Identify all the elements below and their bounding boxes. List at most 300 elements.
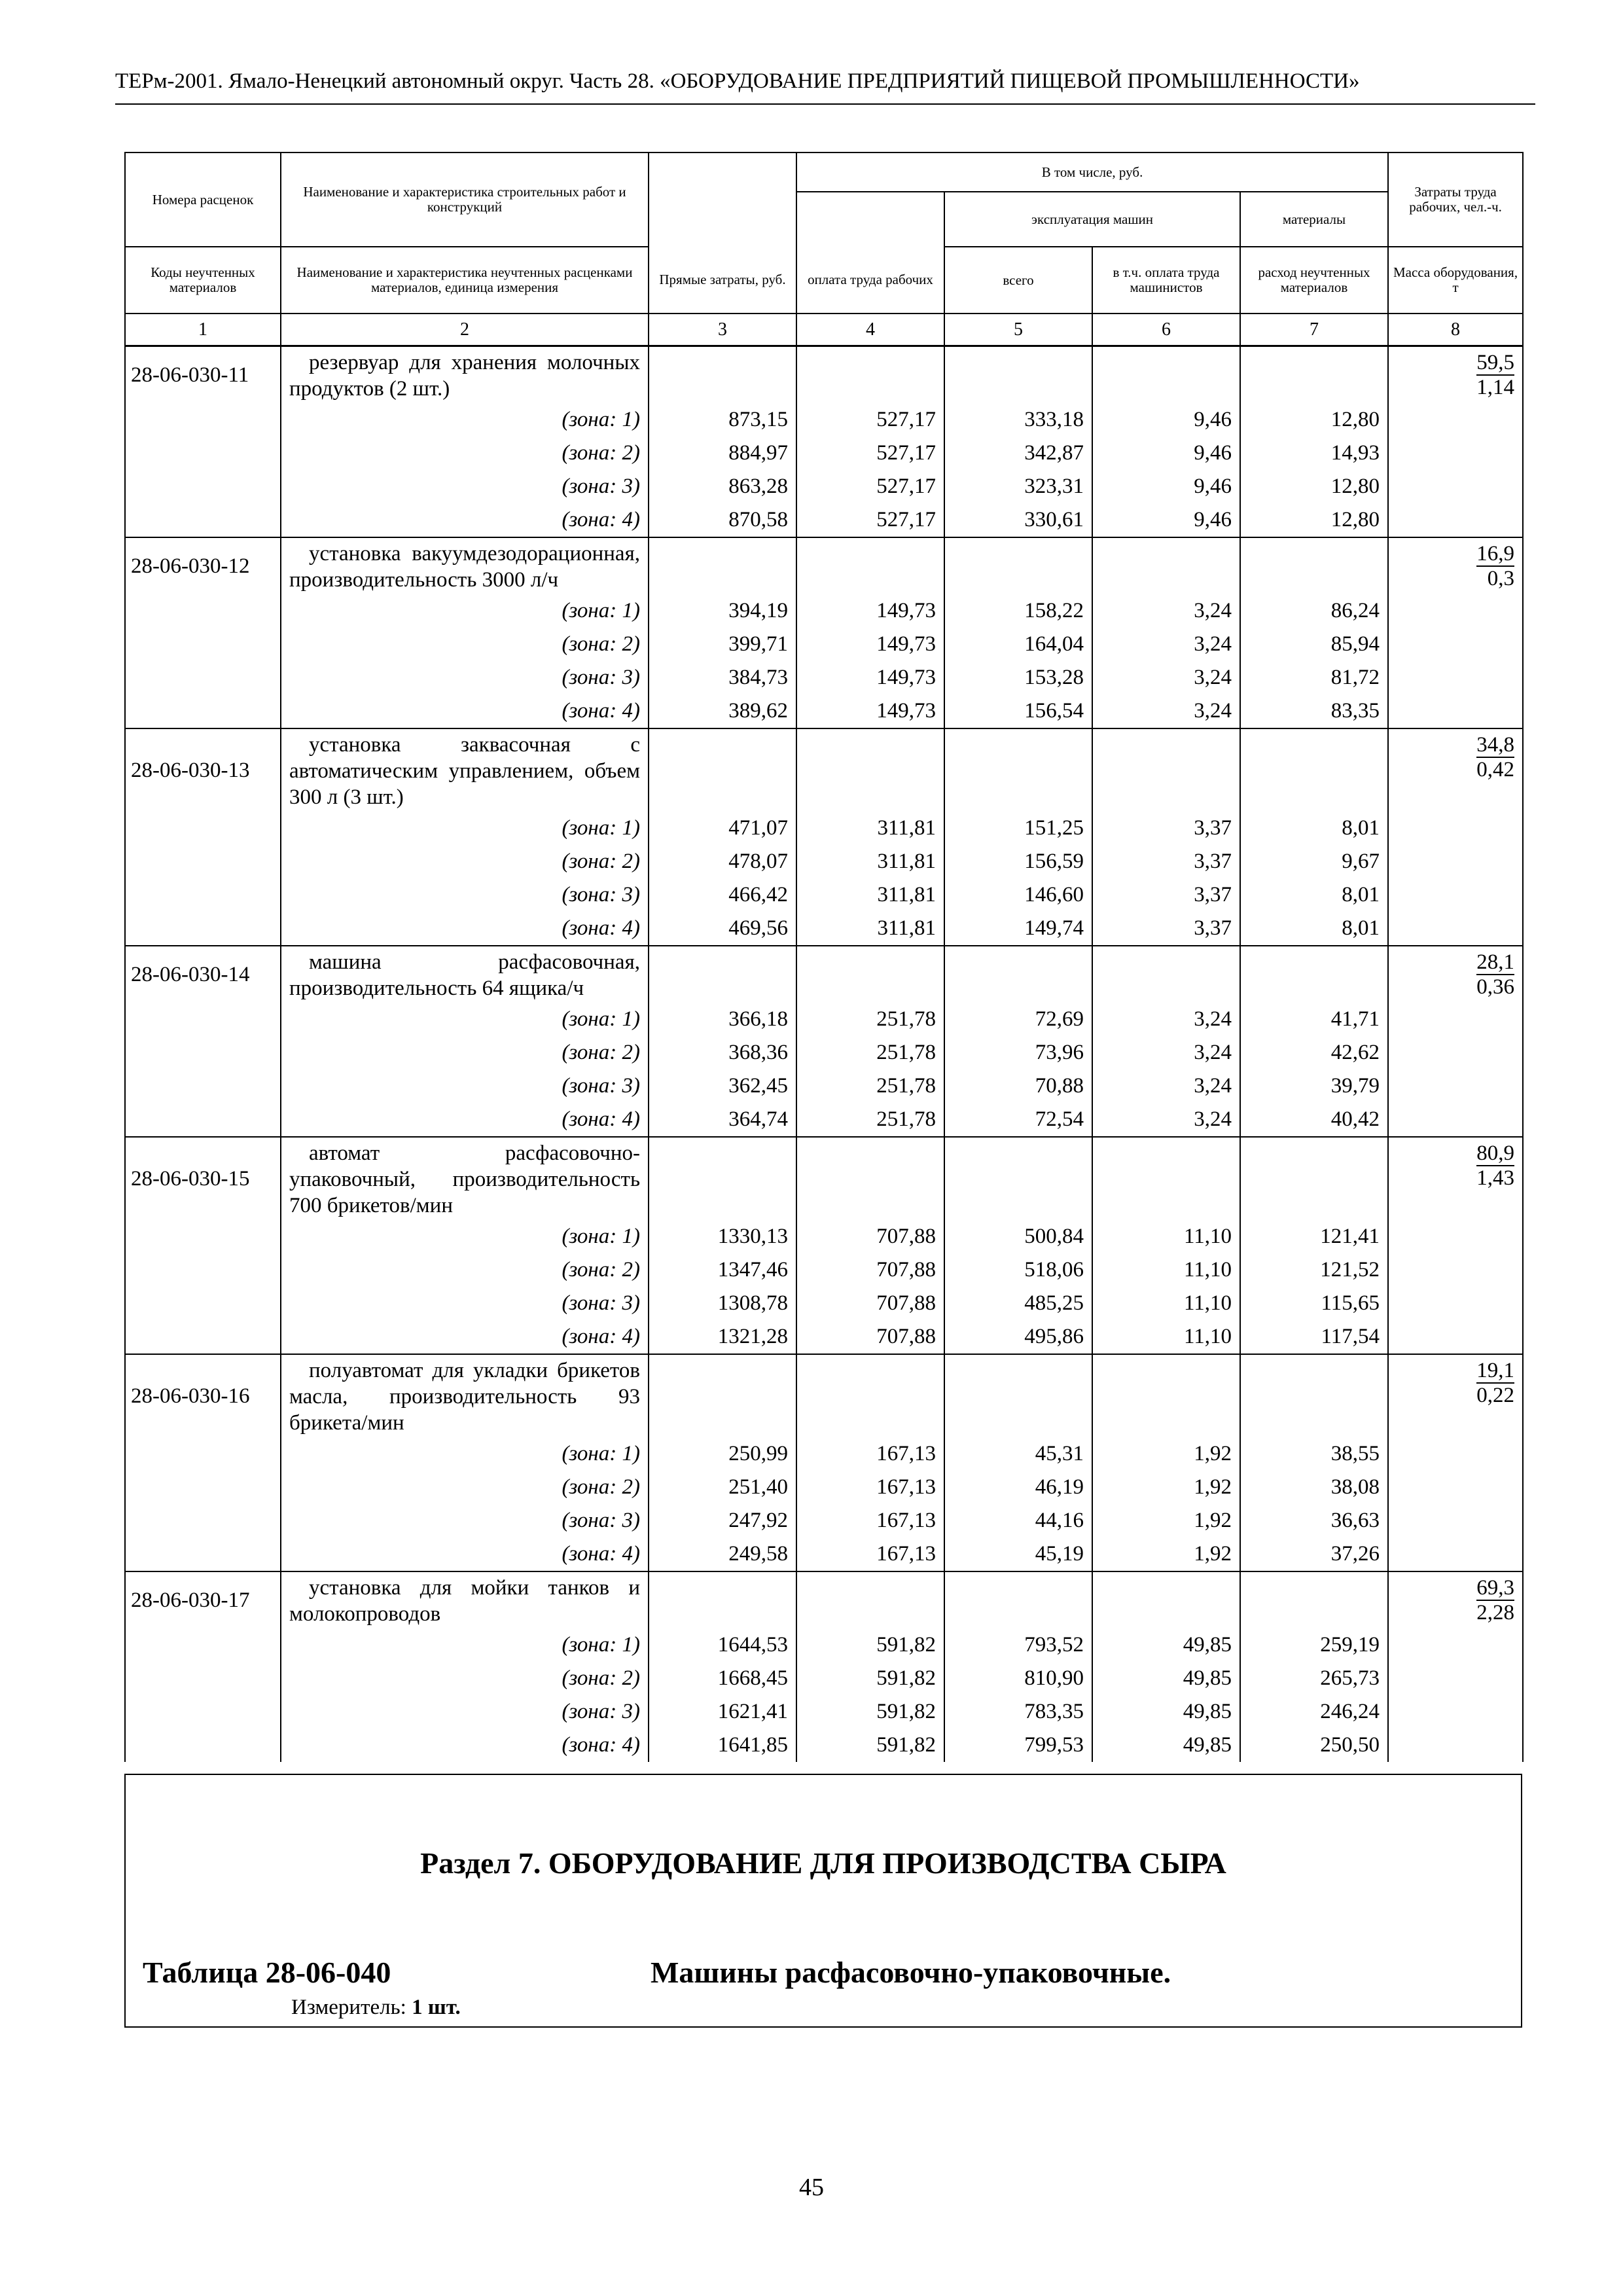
materials-cost: 40,42	[1240, 1103, 1388, 1137]
empty-cell	[1388, 1003, 1523, 1036]
empty-cell	[1240, 946, 1388, 1003]
empty-cell	[125, 1437, 281, 1471]
empty-cell	[944, 728, 1092, 812]
empty-cell	[1092, 346, 1240, 404]
labor-mass-fraction	[1476, 351, 1514, 399]
empty-cell	[796, 346, 944, 404]
measure-unit	[291, 1996, 461, 2020]
rate-code: 28-06-030-16	[125, 1354, 281, 1437]
col6-header: в т.ч. оплата труда машинистов	[1092, 247, 1240, 314]
empty-cell	[125, 437, 281, 470]
labor-mass-cell	[1388, 946, 1523, 1003]
empty-cell	[125, 1220, 281, 1253]
direct-cost: 873,15	[649, 403, 796, 437]
direct-cost: 1347,46	[649, 1253, 796, 1287]
machine-cost: 156,54	[944, 694, 1092, 728]
empty-cell	[1388, 503, 1523, 537]
zone-row	[125, 1695, 1523, 1729]
machine-cost: 793,52	[944, 1628, 1092, 1662]
materials-cost: 8,01	[1240, 878, 1388, 912]
rate-code: 28-06-030-15	[125, 1137, 281, 1220]
machinist-wage: 3,24	[1092, 1003, 1240, 1036]
direct-cost: 1641,85	[649, 1729, 796, 1762]
materials-cost: 121,52	[1240, 1253, 1388, 1287]
machinist-wage: 3,24	[1092, 628, 1240, 661]
zone-row	[125, 1729, 1523, 1762]
empty-cell	[1388, 1628, 1523, 1662]
empty-cell	[944, 346, 1092, 404]
zone-row	[125, 1537, 1523, 1571]
equipment-mass: 0,22	[1476, 1384, 1515, 1407]
empty-cell	[125, 661, 281, 694]
zone-label: (зона: 2)	[281, 1471, 649, 1504]
zone-row	[125, 1662, 1523, 1695]
col2-sub-header: Наименование и характеристика неучтенных расценками материалов, единица измерения	[281, 247, 649, 314]
labor-cost: 34,8	[1476, 733, 1515, 757]
zone-row	[125, 1220, 1523, 1253]
materials-cost: 83,35	[1240, 694, 1388, 728]
empty-cell	[649, 1354, 796, 1437]
materials-cost: 38,08	[1240, 1471, 1388, 1504]
page-number: 45	[799, 2174, 824, 2201]
work-description: полуавтомат для укладки брикетов масла, производительность 93 брикета/мин	[281, 1354, 649, 1437]
zone-row	[125, 878, 1523, 912]
materials-header: материалы	[1240, 192, 1388, 247]
materials-cost: 117,54	[1240, 1320, 1388, 1354]
labor-cost: 59,5	[1476, 351, 1515, 374]
direct-cost: 1668,45	[649, 1662, 796, 1695]
page-header-title: ТЕРм-2001. Ямало-Ненецкий автономный округ. Часть 28. «ОБОРУДОВАНИЕ ПРЕДПРИЯТИЙ ПИЩЕВОЙ ПРОМЫШЛЕННОСТИ»	[115, 69, 1360, 93]
empty-cell	[1388, 1437, 1523, 1471]
machinist-wage: 1,92	[1092, 1437, 1240, 1471]
worker-wage: 527,17	[796, 437, 944, 470]
worker-wage: 591,82	[796, 1628, 944, 1662]
empty-cell	[649, 1571, 796, 1628]
empty-cell	[1388, 878, 1523, 912]
rate-code: 28-06-030-11	[125, 346, 281, 404]
rate-code: 28-06-030-12	[125, 537, 281, 594]
materials-cost: 42,62	[1240, 1036, 1388, 1069]
materials-cost: 121,41	[1240, 1220, 1388, 1253]
labor-mass-fraction	[1476, 1141, 1514, 1190]
empty-cell	[944, 946, 1092, 1003]
machinist-wage: 3,24	[1092, 661, 1240, 694]
machine-cost: 73,96	[944, 1036, 1092, 1069]
empty-cell	[125, 878, 281, 912]
incl-header: В том числе, руб.	[796, 152, 1388, 192]
empty-cell	[125, 1662, 281, 1695]
materials-cost: 8,01	[1240, 912, 1388, 946]
worker-wage: 149,73	[796, 694, 944, 728]
materials-cost: 38,55	[1240, 1437, 1388, 1471]
worker-wage: 707,88	[796, 1287, 944, 1320]
direct-cost: 247,92	[649, 1504, 796, 1537]
rate-code: 28-06-030-17	[125, 1571, 281, 1628]
direct-cost: 394,19	[649, 594, 796, 628]
col1-sub-header: Коды неучтенных материалов	[125, 247, 281, 314]
materials-cost: 115,65	[1240, 1287, 1388, 1320]
machinist-wage: 1,92	[1092, 1537, 1240, 1571]
labor-mass-fraction	[1476, 733, 1514, 781]
work-description: машина расфасовочная, производительность 64 ящика/ч	[281, 946, 649, 1003]
machinist-wage: 9,46	[1092, 437, 1240, 470]
direct-cost: 368,36	[649, 1036, 796, 1069]
zone-label: (зона: 1)	[281, 1437, 649, 1471]
empty-cell	[1092, 728, 1240, 812]
zone-label: (зона: 3)	[281, 661, 649, 694]
col-number: 6	[1092, 314, 1240, 346]
machinist-wage: 49,85	[1092, 1729, 1240, 1762]
labor-mass-fraction	[1476, 542, 1514, 590]
empty-cell	[796, 728, 944, 812]
labor-mass-cell	[1388, 1354, 1523, 1437]
machinist-wage: 1,92	[1092, 1471, 1240, 1504]
machine-cost: 156,59	[944, 845, 1092, 878]
machine-cost: 72,69	[944, 1003, 1092, 1036]
zone-label: (зона: 2)	[281, 1662, 649, 1695]
empty-cell	[125, 1729, 281, 1762]
direct-cost: 863,28	[649, 470, 796, 503]
table-row	[125, 1354, 1523, 1437]
empty-cell	[1388, 1537, 1523, 1571]
empty-cell	[125, 912, 281, 946]
machinist-wage: 3,24	[1092, 1103, 1240, 1137]
labor-mass-cell	[1388, 346, 1523, 404]
direct-cost: 249,58	[649, 1537, 796, 1571]
zone-row	[125, 1003, 1523, 1036]
zone-row	[125, 628, 1523, 661]
empty-cell	[649, 1137, 796, 1220]
zone-row	[125, 1437, 1523, 1471]
rate-code: 28-06-030-13	[125, 728, 281, 812]
direct-cost: 251,40	[649, 1471, 796, 1504]
materials-cost: 36,63	[1240, 1504, 1388, 1537]
labor-cost: 19,1	[1476, 1359, 1515, 1382]
materials-cost: 85,94	[1240, 628, 1388, 661]
empty-cell	[1388, 1695, 1523, 1729]
empty-cell	[125, 1003, 281, 1036]
work-description: установка вакуумдезодорационная, производительность 3000 л/ч	[281, 537, 649, 594]
zone-label: (зона: 1)	[281, 812, 649, 845]
empty-cell	[125, 594, 281, 628]
empty-cell	[1388, 628, 1523, 661]
empty-cell	[1092, 537, 1240, 594]
machine-cost: 45,31	[944, 1437, 1092, 1471]
machinist-wage: 9,46	[1092, 403, 1240, 437]
machines-header: эксплуатация машин	[944, 192, 1240, 247]
empty-cell	[1092, 946, 1240, 1003]
col7-header: расход неучтенных материалов	[1240, 247, 1388, 314]
zone-label: (зона: 3)	[281, 878, 649, 912]
zone-row	[125, 503, 1523, 537]
zone-label: (зона: 1)	[281, 1220, 649, 1253]
empty-cell	[1388, 1253, 1523, 1287]
labor-mass-cell	[1388, 537, 1523, 594]
table-row	[125, 728, 1523, 812]
materials-cost: 250,50	[1240, 1729, 1388, 1762]
zone-row	[125, 594, 1523, 628]
machine-cost: 342,87	[944, 437, 1092, 470]
equipment-mass: 0,36	[1476, 975, 1515, 999]
empty-cell	[796, 1571, 944, 1628]
zone-label: (зона: 4)	[281, 1320, 649, 1354]
machine-cost: 783,35	[944, 1695, 1092, 1729]
labor-mass-fraction	[1476, 1359, 1514, 1407]
empty-cell	[125, 845, 281, 878]
worker-wage: 707,88	[796, 1253, 944, 1287]
empty-cell	[1388, 1471, 1523, 1504]
equipment-mass: 2,28	[1476, 1601, 1515, 1624]
labor-mass-fraction	[1476, 950, 1514, 999]
zone-row	[125, 912, 1523, 946]
equipment-mass: 0,42	[1476, 758, 1515, 781]
zone-label: (зона: 1)	[281, 1628, 649, 1662]
zone-label: (зона: 3)	[281, 470, 649, 503]
empty-cell	[125, 503, 281, 537]
zone-label: (зона: 1)	[281, 1003, 649, 1036]
direct-cost: 870,58	[649, 503, 796, 537]
col1-header: Номера расценок	[125, 152, 281, 247]
table-row	[125, 346, 1523, 404]
empty-cell	[125, 1320, 281, 1354]
empty-cell	[1388, 1036, 1523, 1069]
empty-cell	[796, 1137, 944, 1220]
direct-cost: 884,97	[649, 437, 796, 470]
machine-cost: 799,53	[944, 1729, 1092, 1762]
machinist-wage: 3,24	[1092, 694, 1240, 728]
empty-cell	[1388, 694, 1523, 728]
worker-wage: 149,73	[796, 661, 944, 694]
empty-cell	[944, 537, 1092, 594]
col5-header: всего	[944, 247, 1092, 314]
machine-cost: 44,16	[944, 1504, 1092, 1537]
zone-row	[125, 1504, 1523, 1537]
table-row	[125, 1137, 1523, 1220]
zone-label: (зона: 3)	[281, 1695, 649, 1729]
zone-label: (зона: 3)	[281, 1287, 649, 1320]
zone-label: (зона: 2)	[281, 1253, 649, 1287]
col-number: 8	[1388, 314, 1523, 346]
zone-row	[125, 1253, 1523, 1287]
machine-cost: 323,31	[944, 470, 1092, 503]
empty-cell	[1388, 1729, 1523, 1762]
machinist-wage: 49,85	[1092, 1662, 1240, 1695]
zone-label: (зона: 4)	[281, 912, 649, 946]
col8-sub-header: Масса оборудования, т	[1388, 247, 1523, 314]
machine-cost: 500,84	[944, 1220, 1092, 1253]
empty-cell	[125, 694, 281, 728]
empty-cell	[125, 1253, 281, 1287]
machinist-wage: 49,85	[1092, 1695, 1240, 1729]
table-row	[125, 537, 1523, 594]
col-number: 7	[1240, 314, 1388, 346]
table-row	[125, 946, 1523, 1003]
empty-cell	[1388, 470, 1523, 503]
machine-cost: 70,88	[944, 1069, 1092, 1103]
worker-wage: 167,13	[796, 1504, 944, 1537]
machinist-wage: 3,37	[1092, 812, 1240, 845]
labor-cost: 28,1	[1476, 950, 1515, 974]
col-number: 2	[281, 314, 649, 346]
labor-mass-fraction	[1476, 1576, 1514, 1624]
materials-cost: 86,24	[1240, 594, 1388, 628]
empty-cell	[1388, 403, 1523, 437]
worker-wage: 167,13	[796, 1437, 944, 1471]
work-description: установка заквасочная с автоматическим управлением, объем 300 л (3 шт.)	[281, 728, 649, 812]
empty-cell	[125, 1695, 281, 1729]
equipment-mass: 1,14	[1476, 376, 1515, 399]
empty-cell	[1240, 1571, 1388, 1628]
empty-cell	[125, 1103, 281, 1137]
zone-label: (зона: 4)	[281, 1103, 649, 1137]
machine-cost: 164,04	[944, 628, 1092, 661]
machinist-wage: 11,10	[1092, 1320, 1240, 1354]
empty-cell	[1388, 1504, 1523, 1537]
table-row	[125, 1571, 1523, 1628]
col-number: 3	[649, 314, 796, 346]
machine-cost: 158,22	[944, 594, 1092, 628]
materials-cost: 265,73	[1240, 1662, 1388, 1695]
direct-cost: 1644,53	[649, 1628, 796, 1662]
section-box	[124, 1774, 1522, 2028]
col3-header-top	[649, 152, 796, 247]
zone-label: (зона: 4)	[281, 1537, 649, 1571]
worker-wage: 251,78	[796, 1036, 944, 1069]
col2-header: Наименование и характеристика строительных работ и конструкций	[281, 152, 649, 247]
zone-label: (зона: 3)	[281, 1069, 649, 1103]
machinist-wage: 1,92	[1092, 1504, 1240, 1537]
header-rule	[115, 103, 1535, 105]
empty-cell	[125, 1069, 281, 1103]
empty-cell	[125, 1628, 281, 1662]
worker-wage: 251,78	[796, 1103, 944, 1137]
empty-cell	[125, 403, 281, 437]
zone-label: (зона: 2)	[281, 1036, 649, 1069]
zone-row	[125, 661, 1523, 694]
table-caption: Машины расфасовочно-упаковочные.	[651, 1956, 1171, 1989]
direct-cost: 1621,41	[649, 1695, 796, 1729]
col4-header: оплата труда рабочих	[796, 247, 944, 314]
zone-row	[125, 1287, 1523, 1320]
worker-wage: 251,78	[796, 1003, 944, 1036]
worker-wage: 167,13	[796, 1471, 944, 1504]
worker-wage: 251,78	[796, 1069, 944, 1103]
labor-mass-cell	[1388, 1571, 1523, 1628]
worker-wage: 591,82	[796, 1662, 944, 1695]
materials-cost: 39,79	[1240, 1069, 1388, 1103]
machine-cost: 810,90	[944, 1662, 1092, 1695]
empty-cell	[944, 1354, 1092, 1437]
empty-cell	[1240, 1137, 1388, 1220]
zone-label: (зона: 1)	[281, 594, 649, 628]
materials-cost: 246,24	[1240, 1695, 1388, 1729]
zone-label: (зона: 4)	[281, 694, 649, 728]
labor-cost: 69,3	[1476, 1576, 1515, 1600]
direct-cost: 366,18	[649, 1003, 796, 1036]
empty-cell	[1388, 812, 1523, 845]
machine-cost: 485,25	[944, 1287, 1092, 1320]
empty-cell	[1388, 1103, 1523, 1137]
machine-cost: 153,28	[944, 661, 1092, 694]
materials-cost: 41,71	[1240, 1003, 1388, 1036]
materials-cost: 12,80	[1240, 470, 1388, 503]
work-description: установка для мойки танков и молокопроводов	[281, 1571, 649, 1628]
worker-wage: 527,17	[796, 503, 944, 537]
empty-cell	[125, 1287, 281, 1320]
zone-label: (зона: 4)	[281, 1729, 649, 1762]
empty-cell	[125, 1537, 281, 1571]
zone-label: (зона: 2)	[281, 437, 649, 470]
empty-cell	[649, 728, 796, 812]
worker-wage: 707,88	[796, 1320, 944, 1354]
empty-cell	[1388, 661, 1523, 694]
worker-wage: 167,13	[796, 1537, 944, 1571]
empty-cell	[1240, 537, 1388, 594]
empty-cell	[1092, 1137, 1240, 1220]
col-number: 1	[125, 314, 281, 346]
direct-cost: 478,07	[649, 845, 796, 878]
machinist-wage: 3,37	[1092, 878, 1240, 912]
machinist-wage: 11,10	[1092, 1287, 1240, 1320]
materials-cost: 81,72	[1240, 661, 1388, 694]
worker-wage: 707,88	[796, 1220, 944, 1253]
worker-wage: 311,81	[796, 878, 944, 912]
zone-row	[125, 1103, 1523, 1137]
direct-cost: 471,07	[649, 812, 796, 845]
zone-row	[125, 845, 1523, 878]
machine-cost: 45,19	[944, 1537, 1092, 1571]
empty-cell	[1388, 1069, 1523, 1103]
worker-wage: 311,81	[796, 912, 944, 946]
empty-cell	[944, 1137, 1092, 1220]
measure-value: 1 шт.	[412, 1996, 461, 2019]
materials-cost: 9,67	[1240, 845, 1388, 878]
machinist-wage: 9,46	[1092, 470, 1240, 503]
empty-cell	[125, 1471, 281, 1504]
empty-cell	[796, 946, 944, 1003]
machinist-wage: 11,10	[1092, 1253, 1240, 1287]
machinist-wage: 3,37	[1092, 912, 1240, 946]
direct-cost: 466,42	[649, 878, 796, 912]
worker-wage: 311,81	[796, 812, 944, 845]
empty-cell	[796, 537, 944, 594]
empty-cell	[1388, 845, 1523, 878]
zone-row	[125, 694, 1523, 728]
zone-row	[125, 1628, 1523, 1662]
machinist-wage: 11,10	[1092, 1220, 1240, 1253]
empty-cell	[1388, 1320, 1523, 1354]
direct-cost: 1308,78	[649, 1287, 796, 1320]
materials-cost: 259,19	[1240, 1628, 1388, 1662]
empty-cell	[1240, 728, 1388, 812]
empty-cell	[1388, 912, 1523, 946]
empty-cell	[125, 1036, 281, 1069]
col-number: 4	[796, 314, 944, 346]
equipment-mass: 0,3	[1487, 567, 1515, 590]
direct-cost: 1321,28	[649, 1320, 796, 1354]
machine-cost: 46,19	[944, 1471, 1092, 1504]
machine-cost: 330,61	[944, 503, 1092, 537]
zone-label: (зона: 2)	[281, 628, 649, 661]
empty-cell	[125, 812, 281, 845]
direct-cost: 362,45	[649, 1069, 796, 1103]
direct-cost: 469,56	[649, 912, 796, 946]
direct-cost: 399,71	[649, 628, 796, 661]
materials-cost: 14,93	[1240, 437, 1388, 470]
machinist-wage: 49,85	[1092, 1628, 1240, 1662]
empty-cell	[125, 1504, 281, 1537]
zone-label: (зона: 2)	[281, 845, 649, 878]
